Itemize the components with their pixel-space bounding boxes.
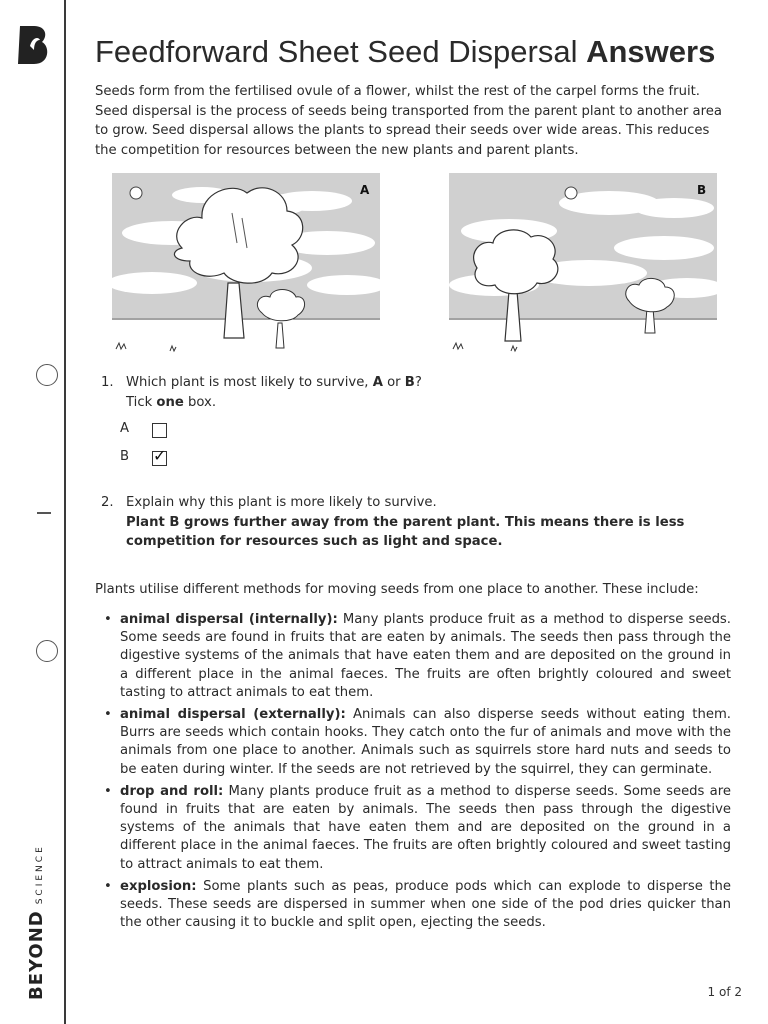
q1-qmark: ? <box>414 375 422 390</box>
bullet-term: drop and roll: <box>120 783 224 799</box>
label-a: A <box>360 183 370 197</box>
question-1-instruction <box>126 393 216 413</box>
option-a-label: A <box>120 421 130 436</box>
tree-images <box>112 173 717 358</box>
methods-intro: Plants utilise different methods for moving seeds from one place to another. These include: <box>95 582 699 597</box>
bullet-text: Some plants such as peas, produce pods which can explode to disperse the seeds. These seeds are dispersed in summer when one side of the pod dries quicker than the other causing it to buckle and split open, ejecting the seeds. <box>120 878 731 931</box>
title-answers: Answers <box>586 34 716 69</box>
question-1-number: 1. <box>101 375 114 390</box>
binder-hole-bottom <box>36 640 58 662</box>
q1-tick-post: box. <box>183 394 217 410</box>
q1-a: A <box>372 375 383 390</box>
main-content <box>95 34 731 160</box>
check-mark-icon: ✓ <box>153 446 167 465</box>
question-1-text <box>126 373 422 393</box>
bullet-term: explosion: <box>120 878 197 894</box>
q1-or: or <box>382 375 405 390</box>
bullet-glyph: • <box>104 878 112 894</box>
q1-b: B <box>404 375 415 390</box>
checkbox-b[interactable] <box>152 446 167 466</box>
question-2-answer-line-1: Plant B grows further away from the parent plant. This means there is less <box>126 514 685 530</box>
page-number: 1 of 2 <box>707 985 742 999</box>
image-plant-a <box>112 173 380 355</box>
margin-line <box>64 0 66 1024</box>
tree-illustration-b <box>449 173 717 355</box>
question-2-answer-line-2: competition for resources such as light and space. <box>126 534 503 549</box>
intro-paragraph: Seeds form from the fertilised ovule of a flower, whilst the rest of the carpel forms the fruit. Seed dispersal is the process of seeds being transported from the parent plant to another area to grow. Seed dispersal allows the plants to spread their seeds over wide areas. This reduces the competition for resources between the new plants and parent plants. <box>95 84 722 158</box>
question-2-number: 2. <box>101 495 114 510</box>
question-1 <box>101 373 701 413</box>
binder-hole-top <box>36 364 58 386</box>
bullet-glyph: • <box>104 707 112 723</box>
fold-mark <box>37 512 51 514</box>
brand-vertical <box>26 844 47 1000</box>
list-item <box>95 611 731 702</box>
option-b-label: B <box>120 449 130 464</box>
q1-text-before: Which plant is most likely to survive, <box>126 375 373 390</box>
beyond-logo <box>16 24 52 66</box>
bullet-glyph: • <box>104 612 112 627</box>
bullet-term: animal dispersal (externally): <box>120 707 346 723</box>
question-2 <box>101 493 721 553</box>
q1-tick-pre: Tick <box>126 394 157 410</box>
dispersal-methods-list <box>95 611 731 936</box>
bullet-term: animal dispersal (internally): <box>120 612 338 627</box>
image-plant-b <box>449 173 717 355</box>
q1-tick-bold: one <box>156 394 184 410</box>
list-item <box>95 878 731 933</box>
tree-illustration-a <box>112 173 380 355</box>
title-main: Feedforward Sheet Seed Dispersal <box>95 34 587 69</box>
brand-main: BEYOND <box>26 910 47 1000</box>
page-title <box>95 34 731 70</box>
bullet-text: Animals can also disperse seeds without eating them. Burrs are seeds which contain hooks. They catch onto the fur of animals and move with the animals from one place to another. Animals such as squirrels store hard nuts and seeds to be eaten during winter. If the seeds are not retrieved by the squirrel, they can germinate. <box>120 707 731 777</box>
label-b: B <box>697 183 707 197</box>
bullet-text: Many plants produce fruit as a method to disperse seeds. Some seeds are found in fruits that are eaten by animals. The seeds then pass through the digestive systems of the animals that have eaten them and are deposited on the ground in a different place in the animal faeces. The fruits are often brightly coloured and sweet tasting to attract animals to eat them. <box>120 612 731 700</box>
list-item <box>95 706 731 779</box>
list-item <box>95 783 731 874</box>
checkbox-a[interactable] <box>152 423 167 438</box>
bullet-text: Many plants produce fruit as a method to disperse seeds. Some seeds are found in fruits that are eaten by animals. The seeds then pass through the digestive systems of the animals that have eaten them and are deposited on the ground in a different place in the animal faeces. The fruits are often brightly coloured and sweet tasting to attract animals to eat them. <box>120 783 731 872</box>
question-2-text: Explain why this plant is more likely to survive. <box>126 495 437 510</box>
bullet-glyph: • <box>104 783 112 799</box>
brand-sub: SCIENCE <box>35 844 45 905</box>
